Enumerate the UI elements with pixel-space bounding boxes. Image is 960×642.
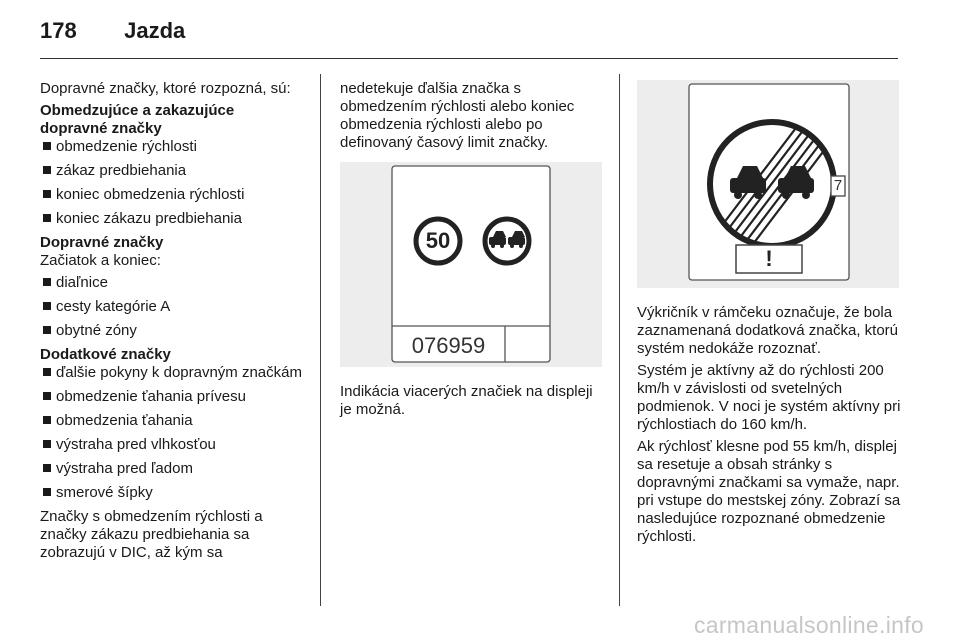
list-item: diaľnice: [40, 274, 302, 292]
column-middle: [340, 80, 602, 156]
sign-code: 076959: [411, 333, 486, 358]
column-divider: [320, 74, 321, 606]
watermark: carmanualsonline.info: [693, 612, 924, 638]
chapter-title: Jazda: [124, 18, 186, 43]
paragraph: Výkričník v rámčeku označuje, že bola zaznamenaná dodatková značka, ktorú systém nedokáže rozoznať.: [637, 304, 898, 357]
traffic-signs-list: [40, 274, 302, 340]
section-heading-traffic: Dopravné značky: [40, 234, 164, 251]
page-header: [40, 18, 185, 44]
continued-text: nedetekuje ďalšia značka s obmedzením rýchlosti alebo koniec obmedzenia rýchlosti alebo po definovaný časový limit značky.: [340, 80, 575, 151]
speed-value: 50: [425, 228, 451, 253]
list-item: cesty kategórie A: [40, 298, 302, 316]
list-item: výstraha pred ľadom: [40, 460, 302, 478]
column-divider: [619, 74, 620, 606]
paragraph: Systém je aktívny až do rýchlosti 200 km/h v závislosti od svetelných podmienok. V noci je systém aktívny pri rýchlostiach do 160 km/h.: [637, 362, 901, 433]
page-number: 178: [40, 18, 77, 43]
list-item: výstraha pred vlhkosťou: [40, 436, 302, 454]
column-left: [40, 80, 302, 566]
column-right: [637, 304, 901, 550]
list-item: smerové šípky: [40, 484, 302, 502]
section-subtitle: Začiatok a koniec:: [40, 252, 161, 269]
multi-sign-illustration: [340, 162, 602, 367]
list-item: obmedzenie ťahania prívesu: [40, 388, 302, 406]
end-no-overtaking-illustration: [637, 80, 899, 288]
figure-caption: [340, 383, 602, 423]
intro-text: Dopravné značky, ktoré rozpozná, sú:: [40, 80, 291, 97]
list-item: koniec zákazu predbiehania: [40, 210, 302, 228]
section-heading-additional: Dodatkové značky: [40, 346, 171, 363]
restrictive-signs-list: [40, 138, 302, 228]
list-item: obmedzenie rýchlosti: [40, 138, 302, 156]
list-item: koniec obmedzenia rýchlosti: [40, 186, 302, 204]
list-item: ďalšie pokyny k dopravným značkám: [40, 364, 302, 382]
caption-text: Indikácia viacerých značiek na displeji je možná.: [340, 383, 593, 418]
paragraph: Ak rýchlosť klesne pod 55 km/h, displej sa resetuje a obsah stránky s dopravnými značkami sa vymaže, napr. pri vstupe do mestskej zóny. Zobrazí sa nasledujúce rozpoznané obmedzenie rýchlosti.: [637, 438, 901, 545]
list-item: obmedzenia ťahania: [40, 412, 302, 430]
list-item: obytné zóny: [40, 322, 302, 340]
header-rule: [40, 58, 898, 59]
section-heading-restrictive: Obmedzujúce a zakazujúce dopravné značky: [40, 102, 235, 137]
side-sign-code: 7: [833, 177, 843, 194]
additional-signs-list: [40, 364, 302, 502]
exclamation-mark: !: [765, 246, 773, 271]
outro-text: Značky s obmedzením rýchlosti a značky zákazu predbiehania sa zobrazujú v DIC, až kým sa: [40, 508, 263, 561]
list-item: zákaz predbiehania: [40, 162, 302, 180]
